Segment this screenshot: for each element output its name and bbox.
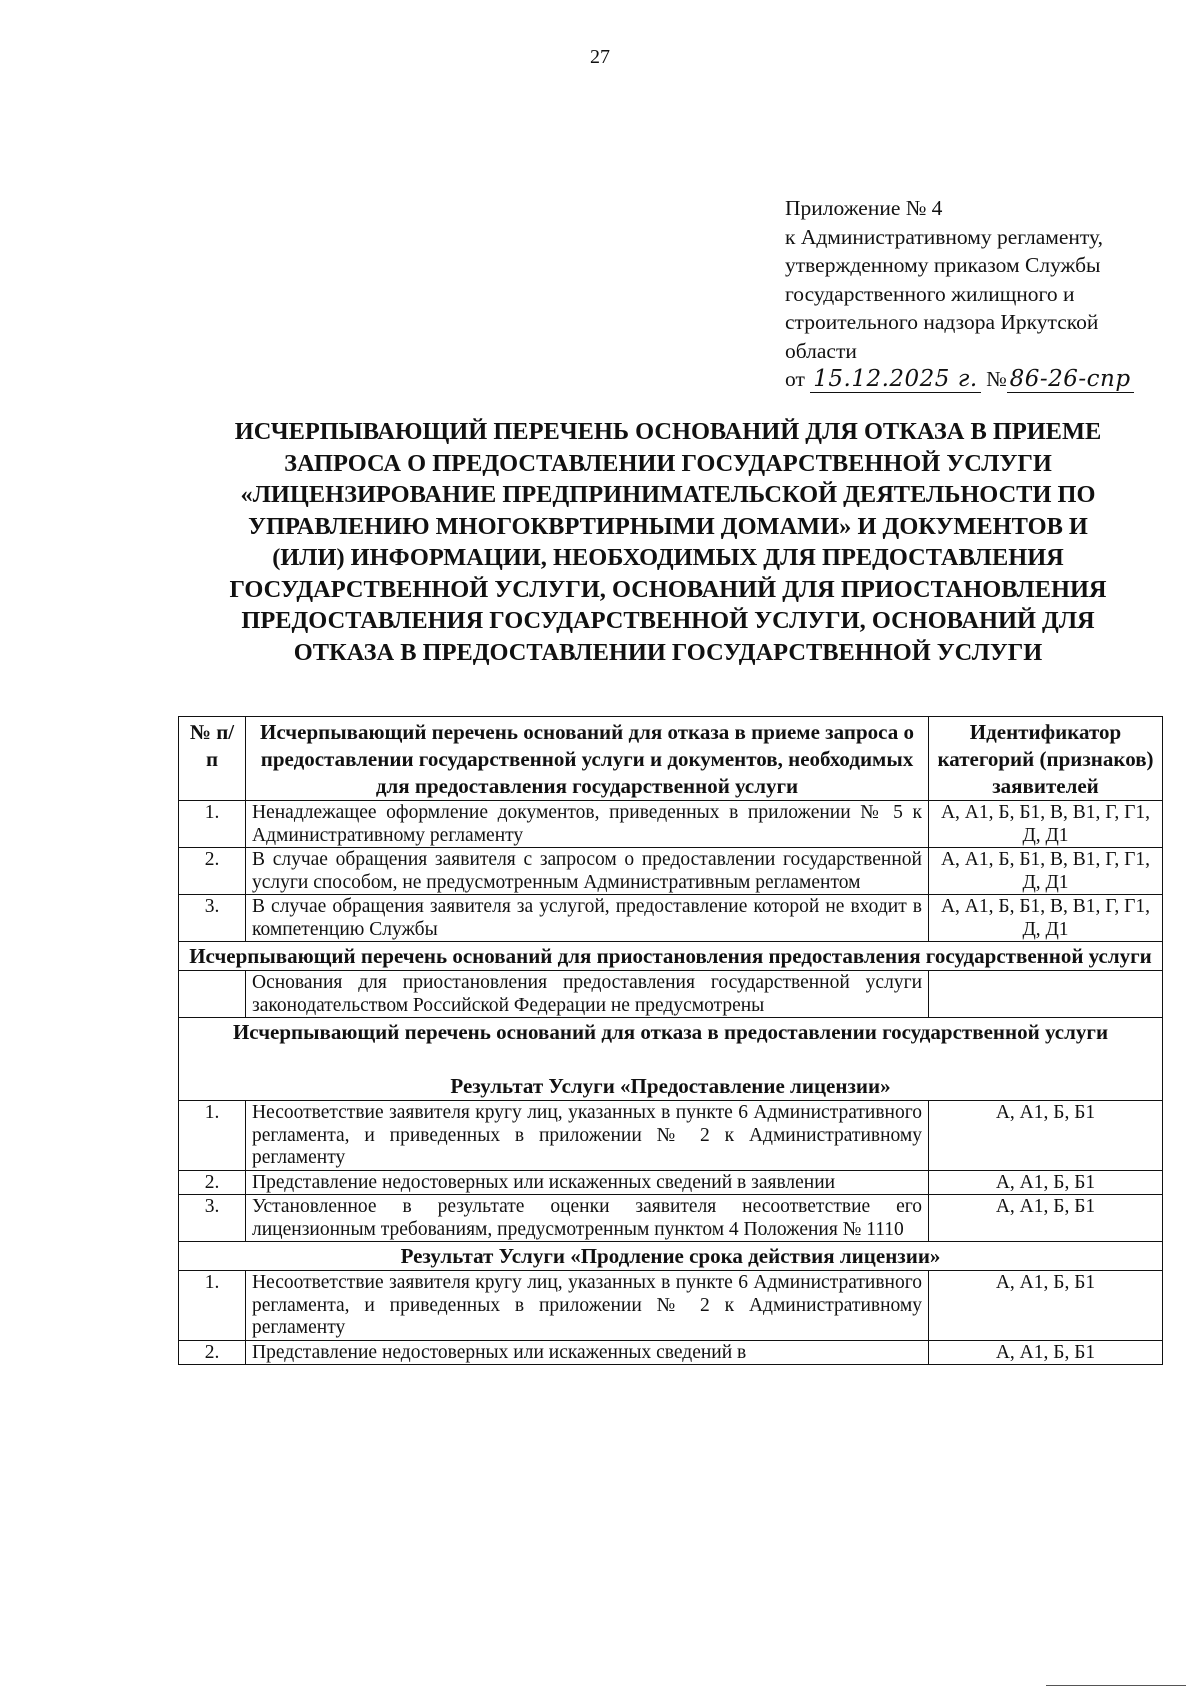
row-num: 1.: [179, 1271, 246, 1341]
row-num: 2.: [179, 1340, 246, 1365]
table-row: [179, 1170, 1163, 1195]
row-text: В случае обращения заявителя за услугой, предоставление которой не входит в компетенцию Службы: [246, 895, 929, 942]
appendix-date-line: [785, 365, 1195, 394]
suspension-section-header: Исчерпывающий перечень оснований для приостановления предоставления государственной услуги: [179, 942, 1163, 971]
header-grounds: Исчерпывающий перечень оснований для отказа в приеме запроса о предоставлении государственной услуги и документов, необходимых для предоставления государственной услуги: [246, 717, 929, 801]
number-prefix: №: [986, 367, 1007, 391]
handwritten-date: 15.12.2025 г.: [810, 366, 980, 393]
row-category: А, А1, Б, Б1: [929, 1101, 1163, 1171]
row-category: А, А1, Б, Б1, В, В1, Г, Г1, Д, Д1: [929, 801, 1163, 848]
appendix-line: государственного жилищного и: [785, 281, 1075, 306]
row-text: В случае обращения заявителя с запросом о предоставлении государственной услуги способом, не предусмотренным Административным регламентом: [246, 848, 929, 895]
title-line: УПРАВЛЕНИЮ МНОГОКВРТИРНЫМИ ДОМАМИ» И ДОКУМЕНТОВ И: [248, 512, 1088, 540]
appendix-line: к Административному регламенту,: [785, 224, 1104, 249]
result-license-heading: Результат Услуги «Предоставление лицензии»: [450, 1074, 891, 1098]
row-text: Основания для приостановления предоставления государственной услуги законодательством Российской Федерации не предусмотрены: [246, 971, 929, 1018]
title-line: «ЛИЦЕНЗИРОВАНИЕ ПРЕДПРИНИМАТЕЛЬСКОЙ ДЕЯТЕЛЬНОСТИ ПО: [240, 481, 1096, 508]
table-row: [179, 1271, 1163, 1341]
refusal-service-section-header: [179, 1018, 1163, 1101]
appendix-line: строительного надзора Иркутской: [785, 310, 1099, 334]
table-header-row: [179, 717, 1163, 801]
row-text: Представление недостоверных или искаженных сведений в: [246, 1340, 929, 1365]
grounds-table: [178, 716, 1163, 1365]
table-row: [179, 1101, 1163, 1171]
row-category: А, А1, Б, Б1, В, В1, Г, Г1, Д, Д1: [929, 895, 1163, 942]
row-text: Несоответствие заявителя кругу лиц, указанных в пункте 6 Административного регламента, и приведенных в приложении № 2 к Административному регламенту: [246, 1271, 929, 1341]
table-row: [179, 848, 1163, 895]
section-header-row: [179, 1242, 1163, 1271]
row-num: 1.: [179, 1101, 246, 1171]
title-line: ГОСУДАРСТВЕННОЙ УСЛУГИ, ОСНОВАНИЙ ДЛЯ ПРИОСТАНОВЛЕНИЯ: [229, 575, 1107, 603]
date-prefix: от: [785, 367, 805, 391]
result-extension-heading: Результат Услуги «Продление срока действия лицензии»: [179, 1242, 1163, 1271]
table-row: [179, 971, 1163, 1018]
row-category: А, А1, Б, Б1, В, В1, Г, Г1, Д, Д1: [929, 848, 1163, 895]
title-line: (ИЛИ) ИНФОРМАЦИИ, НЕОБХОДИМЫХ ДЛЯ ПРЕДОСТАВЛЕНИЯ: [272, 544, 1064, 571]
row-category: А, А1, Б, Б1: [929, 1170, 1163, 1195]
title-line: ОТКАЗА В ПРЕДОСТАВЛЕНИИ ГОСУДАРСТВЕННОЙ УСЛУГИ: [293, 638, 1043, 666]
refusal-service-heading: Исчерпывающий перечень оснований для отказа в предоставлении государственной услуги: [232, 1020, 1109, 1044]
title-line: ЗАПРОСА О ПРЕДОСТАВЛЕНИИ ГОСУДАРСТВЕННОЙ УСЛУГИ: [284, 449, 1052, 477]
table-row: [179, 1195, 1163, 1242]
appendix-block: [785, 194, 1195, 394]
section-header-row: [179, 942, 1163, 971]
row-num: [179, 971, 246, 1018]
corner-mark: [1046, 1685, 1186, 1686]
document-title: [178, 416, 1158, 668]
row-category: А, А1, Б, Б1: [929, 1340, 1163, 1365]
row-num: 2.: [179, 848, 246, 895]
handwritten-number: 86-26-спр: [1007, 366, 1134, 393]
page-number: 27: [590, 46, 610, 68]
table-row: [179, 895, 1163, 942]
row-num: 3.: [179, 1195, 246, 1242]
table-row: [179, 1340, 1163, 1365]
row-num: 3.: [179, 895, 246, 942]
appendix-line: утвержденному приказом Службы: [785, 253, 1101, 277]
table-row: [179, 801, 1163, 848]
row-text: Установленное в результате оценки заявителя несоответствие его лицензионным требованиям, предусмотренным пунктом 4 Положения № 1110: [246, 1195, 929, 1242]
header-category: Идентификатор категорий (признаков) заявителей: [929, 717, 1163, 801]
row-category: А, А1, Б, Б1: [929, 1195, 1163, 1242]
appendix-line: Приложение № 4: [785, 196, 943, 220]
row-category: А, А1, Б, Б1: [929, 1271, 1163, 1341]
title-line: ИСЧЕРПЫВАЮЩИЙ ПЕРЕЧЕНЬ ОСНОВАНИЙ ДЛЯ ОТКАЗА В ПРИЕМЕ: [234, 418, 1102, 445]
row-text: Представление недостоверных или искаженных сведений в заявлении: [246, 1170, 929, 1195]
row-text: Ненадлежащее оформление документов, приведенных в приложении № 5 к Административному регламенту: [246, 801, 929, 848]
row-num: 1.: [179, 801, 246, 848]
header-num: № п/п: [179, 717, 246, 801]
title-line: ПРЕДОСТАВЛЕНИЯ ГОСУДАРСТВЕННОЙ УСЛУГИ, ОСНОВАНИЙ ДЛЯ: [241, 607, 1095, 634]
section-header-row: [179, 1018, 1163, 1101]
row-category: [929, 971, 1163, 1018]
row-num: 2.: [179, 1170, 246, 1195]
row-text: Несоответствие заявителя кругу лиц, указанных в пункте 6 Административного регламента, и приведенных в приложении № 2 к Административному регламенту: [246, 1101, 929, 1171]
appendix-line: области: [785, 338, 857, 363]
